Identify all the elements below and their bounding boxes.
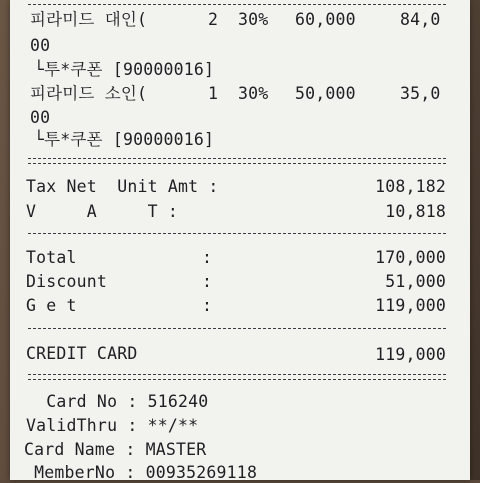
total-label: Total [26, 248, 77, 267]
payment-method-label: CREDIT CARD [26, 344, 138, 363]
get-label: G e t [26, 296, 77, 315]
item-amount: 35,0 [400, 84, 441, 103]
divider [28, 233, 446, 234]
item-coupon: └투*쿠폰 [90000016] [34, 130, 215, 149]
item-coupon: └투*쿠폰 [90000016] [34, 60, 215, 79]
discount-label: Discount [26, 272, 108, 291]
item-discount-rate: 30% [238, 10, 269, 29]
item-unit-price: 60,000 [295, 10, 356, 29]
member-number: MemberNo : 00935269118 [24, 463, 258, 482]
card-name: Card Name : MASTER [24, 440, 207, 459]
item-amount: 84,0 [400, 10, 441, 29]
receipt [10, 0, 470, 480]
divider [28, 328, 446, 329]
top-divider [28, 4, 446, 5]
item-amount-wrap: 00 [30, 108, 51, 127]
vat-value: 10,818 [385, 202, 446, 221]
item-name: 피라미드 대인( [30, 10, 148, 29]
vat-label: V A T : [26, 202, 179, 221]
get-colon: : [202, 296, 213, 315]
tax-net-value: 108,182 [375, 177, 446, 196]
item-name: 피라미드 소인( [30, 84, 148, 103]
item-qty: 1 [208, 84, 219, 103]
double-divider [28, 158, 446, 164]
payment-method-value: 119,000 [375, 345, 446, 364]
card-number: Card No : 516240 [26, 392, 209, 411]
tax-net-label: Tax Net Unit Amt : [26, 177, 219, 196]
card-valid-thru: ValidThru : **/** [26, 416, 199, 435]
discount-value: 51,000 [385, 272, 446, 291]
get-value: 119,000 [375, 296, 446, 315]
discount-colon: : [202, 272, 213, 291]
double-divider [28, 374, 446, 380]
item-unit-price: 50,000 [295, 84, 356, 103]
item-qty: 2 [208, 10, 219, 29]
item-discount-rate: 30% [238, 84, 269, 103]
total-colon: : [202, 248, 213, 267]
total-value: 170,000 [375, 248, 446, 267]
item-amount-wrap: 00 [30, 36, 51, 55]
